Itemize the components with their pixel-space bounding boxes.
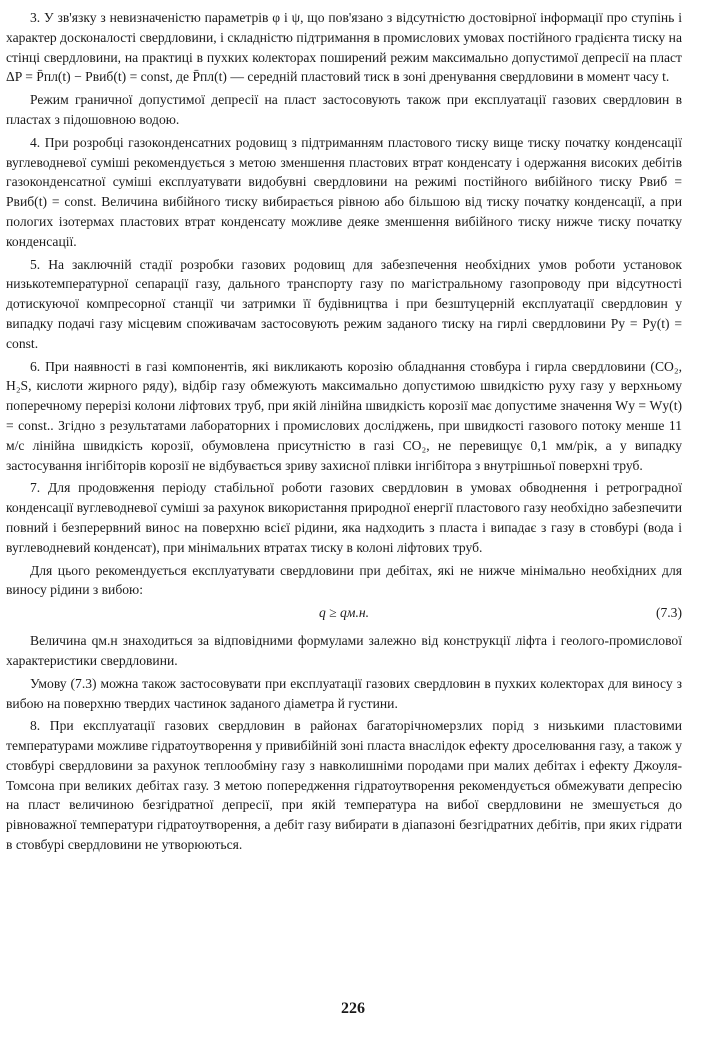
formula-number: (7.3) [655, 605, 682, 621]
paragraph-7: 7. Для продовження періоду стабільної роботи газових свердловин в умовах обводнення і ретроградної конденсації вуглеводневої суміші за рахунок використання природної енергії пластового газу необхідно забезпечити повний і безперервний винос на поверхню всієї рідини, яка надходить з пласта і випадає з газу в стовбурі (вода і вуглеводневий конденсат), при мінімальних втратах тиску в колоні ліфтових труб. [6, 480, 682, 555]
paragraph-6: 6. При наявності в газі компонентів, які викликають корозію обладнання стовбура і гирла свердловини (CO₂, H₂S, кислоти жирного ряду), відбір газу обмежують максимально допустимою швидкістю руху газу у верхньому поперечному перерізі колони ліфтових труб, при якій лінійна швидкість корозії має допустиме значення Wу = Wу(t) = const.. Згідно з результатами лабораторних і промислових досліджень, при швидкості газового потоку менше 11 м/с лінійна швидкість корозії, обумовлена присутністю в газі CO₂, не перевищує 0,1 мм/рік, а у випадку застосування інгібіторів корозії не відбувається зриву захисної плівки інгібітора з внутрішньої поверхні труб. [6, 358, 682, 473]
paragraph-depression-mode: Режим граничної допустимої депресії на пласт застосовують також при експлуатації газових свердловин в пластах з підошовною водою. [6, 92, 682, 127]
page-body [6, 8, 682, 858]
paragraph-3: 3. У зв'язку з невизначеністю параметрів φ і ψ, що пов'язано з відсутністю достовірної інформації про ступінь і характер досконалості свердловини, і складністю підтримання в промислових умовах постійного градієнта тиску на стінці свердловини, на практиці в пухких колекторах поширений режим максимально допустимої депресії на пласт ΔP = P̄пл(t) − Pвиб(t) = const, де P̄пл(t) — середній пластовий тиск в зоні дренування свердловини в момент часу t. [6, 10, 682, 85]
formula-7-3 [6, 603, 682, 625]
page-number: 226 [341, 1000, 365, 1017]
paragraph-4: 4. При розробці газоконденсатних родовищ з підтриманням пластового тиску вище тиску початку конденсації вуглеводневої суміші рекомендується з метою зменшення пластових втрат конденсату і одержання високих дебітів газоконденсатної суміші експлуатувати видобувні свердловини на режимі постійного вибійного тиску Pвиб = Pвиб(t) = const. Величина вибійного тиску вибирається рівною або більшою від тиску початку конденсації, а при пологих ізотермах пластових втрат конденсату можливе деяке зменшення вибійного тиску нижче тиску початку конденсації. [6, 134, 682, 249]
paragraph-condition: Умову (7.3) можна також застосовувати при експлуатації газових свердловин в пухких колекторах для виносу з вибою на поверхню твердих частинок заданого діаметра й густини. [6, 675, 682, 711]
paragraph-5: 5. На заключній стадії розробки газових родовищ для забезпечення необхідних умов роботи установок низькотемпературної сепарації газу, дального транспорту газу по магістральному газопроводу при відсутності дотискуючої компресорної станції чи затримки її будівництва і при безштуцерній експлуатації свердловин у випадку подачі газу місцевим споживачам застосовують режим заданого тиску на гирлі свердловини Pу = Pу(t) = const. [6, 256, 682, 351]
formula-expression: q ≥ qм.н. [318, 605, 370, 621]
paragraph-qmn: Величина qм.н знаходиться за відповідними формулами залежно від конструкції ліфта і геолого-промислової характеристики свердловини. [6, 633, 682, 668]
paragraph-recommendation: Для цього рекомендується експлуатувати свердловини при дебітах, які не нижче мінімально необхідних для виносу рідини з вибою: [6, 562, 682, 598]
paragraph-8: 8. При експлуатації газових свердловин в районах багаторічномерзлих порід з низькими пластовими температурами можливе гідратоутворення у привибійній зоні пласта внаслідок ефекту дроселювання газу, а також у стовбурі свердловини за рахунок теплообміну газу з навколишніми породами при малих дебітах і ефекту Джоуля-Томсона при великих дебітах газу. З метою попередження гідратоутворення рекомендується обмежувати депресію на пласт величиною безгідратної депресії, при якій температура на вибої свердловини не змешується до рівноважної температури гідратоутворення, а дебіт газу вибирати в діапазоні безгідратних дебітів, при яких гідрати в стовбурі свердловини не утворюються. [6, 718, 682, 853]
